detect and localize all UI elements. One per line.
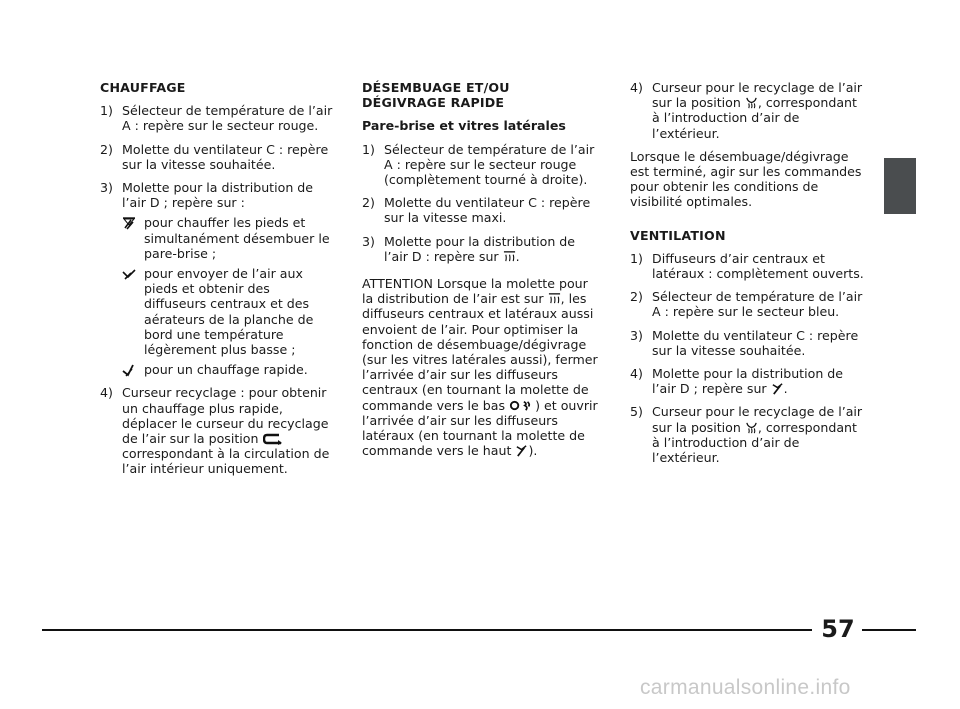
section-title-ventilation: VENTILATION [630,227,726,243]
feet-windscreen-icon [122,216,136,230]
page-number: 57 [821,615,855,643]
list-item: 4) Molette pour la distribution de l’air D ; repère sur . [630,366,844,397]
footer-rule-right [862,629,916,631]
section-title-desembuage: DÉSEMBUAGE ET/OU [362,80,510,95]
list-item: 3) Molette pour la distribution de l’air D ; repère sur : [100,180,314,211]
feet-face-icon [122,267,136,281]
list-item: 1) Sélecteur de température de l’air A : repère sur le secteur rouge (complètement tourné à droite). [362,141,595,188]
list-item: 3) Molette du ventilateur C : repère sur la vitesse souhaitée. [630,327,859,358]
icon-item: pour envoyer de l’air aux pieds et obtenir des diffuseurs centraux et des aérateurs de la planche de bord une température légèrement plus basse ; [122,266,336,357]
windscreen-demist-icon [503,250,516,263]
face-vent-icon [771,382,784,395]
list-item: 4) Curseur pour le recyclage de l’air sur la position , correspondant à l’introduction d’air de l’extérieur. [630,80,863,141]
icon-item: pour un chauffage rapide. [122,362,336,377]
recirculation-icon [263,431,283,445]
list-item: 2) Molette du ventilateur C : repère sur la vitesse maxi. [362,195,591,226]
list-item: 1) Sélecteur de température de l’air A : repère sur le secteur rouge. [100,103,333,134]
list-item: 2) Molette du ventilateur C : repère sur la vitesse souhaitée. [100,141,329,172]
feet-icon [122,363,136,377]
section-title-degivrage: DÉGIVRAGE RAPIDE [362,95,505,111]
footer-rule [42,629,812,631]
watermark: carmanualsonline.info [640,676,851,699]
attention-paragraph: ATTENTION Lorsque la molette pour la distribution de l’air est sur , les diffuseurs centraux et latéraux aussi envoient de l’air. Pour optimiser la fonction de désembuage/dégivrage (sur les vitres latérales aussi), fermer l’arrivée d’air sur les diffuseurs centraux (en tournant la molette de commande vers le bas ) et ouvrir l’arrivée d’air sur les diffuseurs latéraux (en tournant la molette de commande vers le haut ). [362,276,598,459]
icon-item: pour chauffer les pieds et simultanément désembuer le pare-brise ; [122,215,336,261]
vent-closed-icon [509,399,535,412]
section-title-chauffage: CHAUFFAGE [100,80,186,95]
list-item: 4) Curseur recyclage : pour obtenir un chauffage plus rapide, déplacer le curseur du recyclage de l’air sur la position correspondant à la circulation de l’air intérieur uniquement. [100,385,330,477]
column-desembuage [362,80,598,466]
list-item: 2) Sélecteur de température de l’air A : repère sur le secteur bleu. [630,289,863,320]
windscreen-demist-icon [548,292,561,305]
column-ventilation [630,80,866,473]
column-chauffage [100,80,336,485]
paragraph: Lorsque le désembuage/dégivrage est terminé, agir sur les commandes pour obtenir les conditions de visibilité optimales. [630,148,862,210]
fresh-air-icon [745,421,758,434]
list-item: 5) Curseur pour le recyclage de l’air sur la position , correspondant à l’introduction d’air de l’extérieur. [630,404,863,466]
chapter-tab [884,158,916,214]
list-item: 1) Diffuseurs d’air centraux et latéraux : complètement ouverts. [630,250,864,282]
list-item: 3) Molette pour la distribution de l’air D : repère sur . [362,233,576,264]
fresh-air-icon [745,96,758,109]
face-vent-icon [515,444,528,457]
section-subtitle: Pare-brise et vitres latérales [362,118,566,134]
